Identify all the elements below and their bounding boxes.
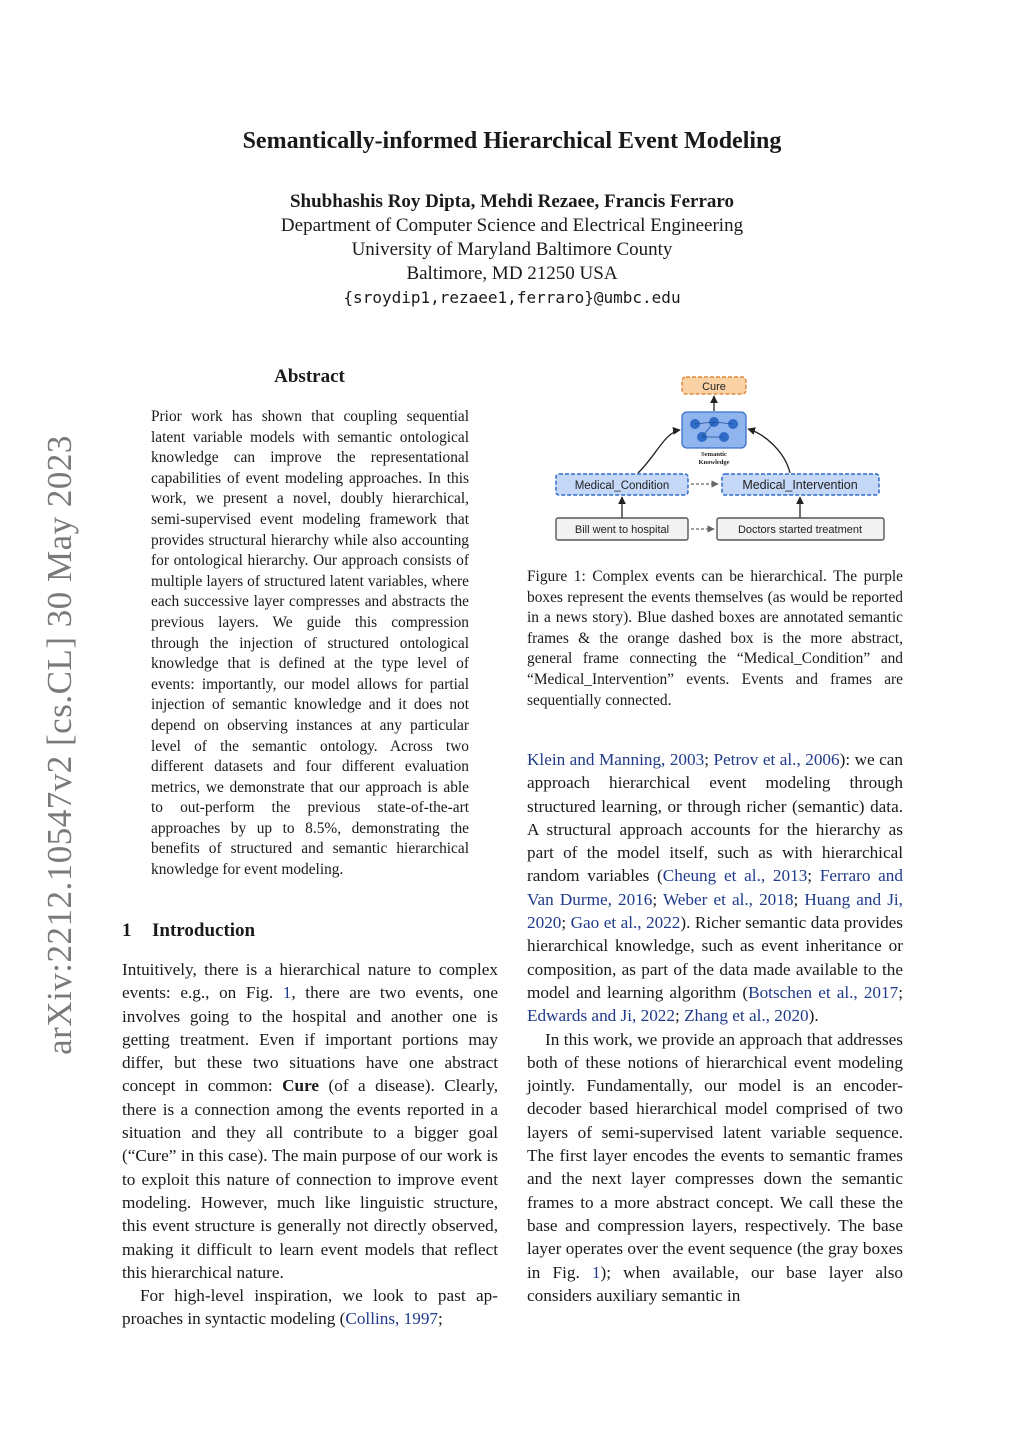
text-run: (of a disease). Clearly, there is a connection among the events reported in a situation and they all contribute to a bigger goal (“Cure” in this case). The main purpose of our work is to exploit this nature of connection to improve event modeling. However, much like linguistic structure, this event structure is generally not directly observed, making it difficult to learn event models that reflect this hierarchical nature. bbox=[122, 1076, 498, 1282]
medical-intervention-label: Medical_Intervention bbox=[742, 478, 858, 492]
medical-intervention-frame-box bbox=[722, 474, 879, 495]
citation-link[interactable]: Klein and Manning, 2003 bbox=[527, 750, 705, 769]
figure-1-caption: Figure 1: Complex events can be hierarchical. The purple boxes represent the events themselves (as would be reported in a news story). Blue dashed boxes are annotated semantic frames & the orange dashed box is the more abstract, general frame connecting the “Medical_Condition” and “Medical_Intervention” events. Events and frames are sequentially connected. bbox=[527, 568, 903, 709]
citation-link[interactable]: Gao et al., 2022 bbox=[570, 913, 681, 933]
figure-reference-link[interactable]: 1 bbox=[591, 1262, 601, 1282]
citation-link[interactable]: Botschen et al., 2017 bbox=[748, 982, 899, 1002]
author-email[interactable]: {sroydip1,rezaee1,ferraro}@umbc.edu bbox=[343, 288, 681, 307]
bold-term-cure: Cure bbox=[282, 1076, 320, 1096]
event-box-treatment bbox=[717, 518, 884, 540]
affiliation-location: Baltimore, MD 21250 USA bbox=[406, 263, 618, 284]
text-run: ); when available, our base layer also considers auxiliary semantic in bbox=[527, 1262, 904, 1305]
text-run: For high-level inspiration, we look to past approaches in syntactic modeling ( bbox=[122, 1286, 498, 1329]
citation-link[interactable]: Collins, 1997 bbox=[345, 1309, 439, 1329]
text-run: ; bbox=[793, 889, 805, 909]
text-run: ; bbox=[898, 982, 903, 1002]
text-run: ; bbox=[652, 889, 663, 909]
citation-link[interactable]: Huang and Ji, 2020 bbox=[527, 889, 903, 933]
abstract-heading: Abstract bbox=[274, 366, 345, 387]
arxiv-identifier: arXiv:2212.10547v2 [cs.CL] 30 May 2023 bbox=[40, 435, 79, 1055]
citation-link[interactable]: Zhang et al., 2020 bbox=[684, 1006, 809, 1026]
section-number: 1 bbox=[122, 920, 132, 941]
intro-paragraph-1 bbox=[122, 958, 498, 1284]
author-block bbox=[0, 190, 1024, 310]
section-heading-introduction bbox=[122, 920, 255, 942]
intro-paragraph-3 bbox=[527, 1028, 903, 1308]
text-run: ; bbox=[807, 866, 820, 886]
figure-1-diagram bbox=[540, 372, 900, 552]
affiliation-department: Department of Computer Science and Electrical Engineering bbox=[280, 215, 744, 236]
arrow-condition-to-knowledge bbox=[638, 430, 680, 473]
medical-condition-label: Medical_Condition bbox=[574, 480, 670, 492]
citation-link[interactable]: Petrov et al., 2006 bbox=[713, 750, 840, 769]
paper-title: Semantically-informed Hierarchical Event Modeling bbox=[242, 128, 782, 154]
abstract-text: Prior work has shown that coupling sequential latent variable models with semantic ontological knowledge can improve the representational capabilities of event modeling approaches. In this work, we present a novel, doubly hierarchical, semi-supervised event modeling framework that provides structural hierarchy while also accounting for ontological hierarchy. Our approach consists of multiple layers of structured latent variables, where each successive layer compresses and abstracts the previous layers. We guide this compression through the injection of structured ontological knowledge that is defined at the type level of events: importantly, our model allows for partial injection of semantic knowledge and it does not depend on observing instances at any particular level of the semantic ontology. Across two different datasets and four different evaluation metrics, we demonstrate that our approach is able to out-perform the previous state-of-the-art approaches by up to 8.5%, demonstrating the benefits of structured and semantic hierarchical knowledge for event modeling. bbox=[151, 408, 469, 879]
citation-link[interactable]: Cheung et al., 2013 bbox=[662, 866, 808, 886]
text-run: Intuitively, there is a hierarchical nature to complex events: e.g., on Fig. bbox=[122, 960, 498, 1003]
intro-paragraph-2 bbox=[122, 1284, 498, 1331]
semantic-knowledge-icon bbox=[682, 412, 746, 448]
text-run: ): we can approach hierarchical event modeling through structured learning, or through richer (semantic) data. A structural approach accounts for the hierarchy as part of the model itself, such as with hierarchical random variables ( bbox=[527, 750, 903, 886]
text-run: , there are two events, one involves going to the hospital and another one is getting treatment. Even if important portions may differ, but these two situations have one abstract concept in common: bbox=[122, 983, 498, 1096]
figure-reference-link[interactable]: 1 bbox=[282, 983, 292, 1003]
arrow-intervention-to-knowledge bbox=[748, 429, 790, 473]
citation-link[interactable]: Weber et al., 2018 bbox=[662, 889, 794, 909]
text-run: ; bbox=[674, 1006, 685, 1026]
event-hospital-label: Bill went to hospital bbox=[574, 524, 670, 536]
intro-paragraph-2-continued bbox=[527, 748, 903, 1028]
cure-frame-box bbox=[682, 377, 746, 394]
text-run: ; bbox=[561, 913, 571, 933]
author-names: Shubhashis Roy Dipta, Mehdi Rezaee, Francis Ferraro bbox=[289, 191, 735, 212]
semantic-knowledge-label-2: Knowledge bbox=[698, 459, 730, 466]
medical-condition-frame-box bbox=[556, 474, 688, 495]
text-run: ). bbox=[808, 1006, 819, 1026]
text-run: In this work, we provide an approach that addresses both of these notions of hierarchical event modeling jointly. Fundamentally, our model is an encoder-decoder based hierarchical model comprised of two layers of semi-supervised latent variable sequence. The first layer encodes the events to semantic frames and the next layer compresses down the semantic frames to a more abstract concept. We call these the base and compression layers, respectively. The base layer operates over the event sequence (the gray boxes in Fig. bbox=[527, 1029, 903, 1282]
right-column-body bbox=[527, 748, 903, 1307]
semantic-knowledge-label-1: Semantic bbox=[701, 451, 727, 458]
text-run: ). Richer semantic data provides hierarchical knowledge, such as event inheritance or composition, as part of the data made available to the model and learning algorithm ( bbox=[527, 913, 903, 1002]
section-title: Introduction bbox=[152, 920, 256, 941]
citation-link[interactable]: Edwards and Ji, 2022 bbox=[527, 1006, 675, 1026]
citation-link[interactable]: Ferraro and Van Durme, 2016 bbox=[527, 866, 903, 909]
event-box-hospital bbox=[556, 518, 688, 540]
cure-label: Cure bbox=[702, 381, 726, 393]
affiliation-university: University of Maryland Baltimore County bbox=[351, 239, 673, 260]
text-run: ; bbox=[704, 750, 714, 769]
left-column-body bbox=[122, 958, 498, 1331]
text-run: ; bbox=[438, 1309, 443, 1329]
event-treatment-label: Doctors started treatment bbox=[737, 524, 863, 536]
